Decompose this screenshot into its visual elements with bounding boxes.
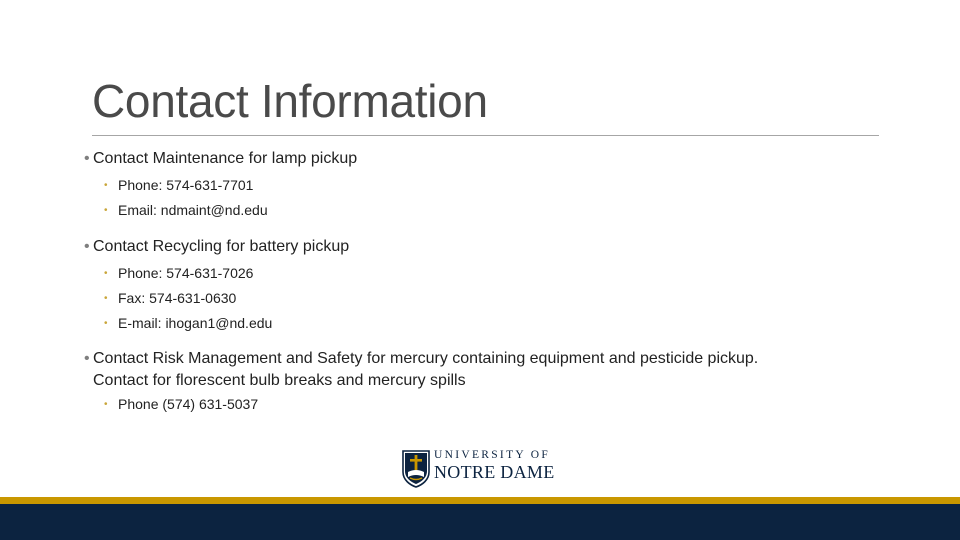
bullet-icon: •	[84, 238, 90, 255]
section-heading-text: Contact Recycling for battery pickup	[93, 238, 350, 255]
title-divider	[92, 135, 879, 136]
footer-navy-band	[0, 504, 960, 540]
section-recycling	[84, 236, 884, 336]
list-item-text: Phone (574) 631-5037	[118, 396, 259, 412]
list-item-text: Phone: 574-631-7026	[118, 265, 254, 281]
university-logo	[402, 448, 564, 492]
bullet-icon: •	[104, 399, 108, 410]
footer-gold-stripe	[0, 497, 960, 504]
section-heading-text-line2: Contact for florescent bulb breaks and mercury spills	[93, 372, 466, 389]
list-item-text: Phone: 574-631-7701	[118, 177, 254, 193]
list-item	[84, 392, 884, 417]
bullet-icon: •	[104, 293, 108, 304]
logo-line-notre-dame: NOTRE DAME	[434, 462, 555, 482]
list-item	[84, 173, 884, 198]
shield-icon	[402, 450, 430, 488]
logo-line-university: UNIVERSITY OF	[434, 449, 551, 461]
slide-content	[84, 146, 884, 417]
list-item-text: Email: ndmaint@nd.edu	[118, 202, 268, 218]
section-heading-continuation	[84, 370, 884, 392]
section-heading-text: Contact Risk Management and Safety for mercury containing equipment and pesticide pickup.	[93, 350, 759, 367]
slide-title: Contact Information	[92, 75, 488, 127]
bullet-icon: •	[104, 205, 108, 216]
bullet-icon: •	[84, 150, 90, 167]
bullet-icon: •	[104, 180, 108, 191]
bullet-icon: •	[104, 318, 108, 329]
list-item-text: E-mail: ihogan1@nd.edu	[118, 315, 273, 331]
list-item	[84, 311, 884, 336]
section-heading	[84, 236, 884, 258]
section-heading	[84, 348, 884, 370]
section-maintenance	[84, 148, 884, 223]
bullet-icon: •	[104, 268, 108, 279]
logo-wordmark	[434, 448, 564, 488]
section-heading-text: Contact Maintenance for lamp pickup	[93, 150, 358, 167]
list-item	[84, 198, 884, 223]
bullet-icon: •	[84, 350, 90, 367]
list-item	[84, 286, 884, 311]
section-heading	[84, 148, 884, 170]
list-item-text: Fax: 574-631-0630	[118, 290, 237, 306]
list-item	[84, 261, 884, 286]
section-risk-management	[84, 348, 884, 417]
